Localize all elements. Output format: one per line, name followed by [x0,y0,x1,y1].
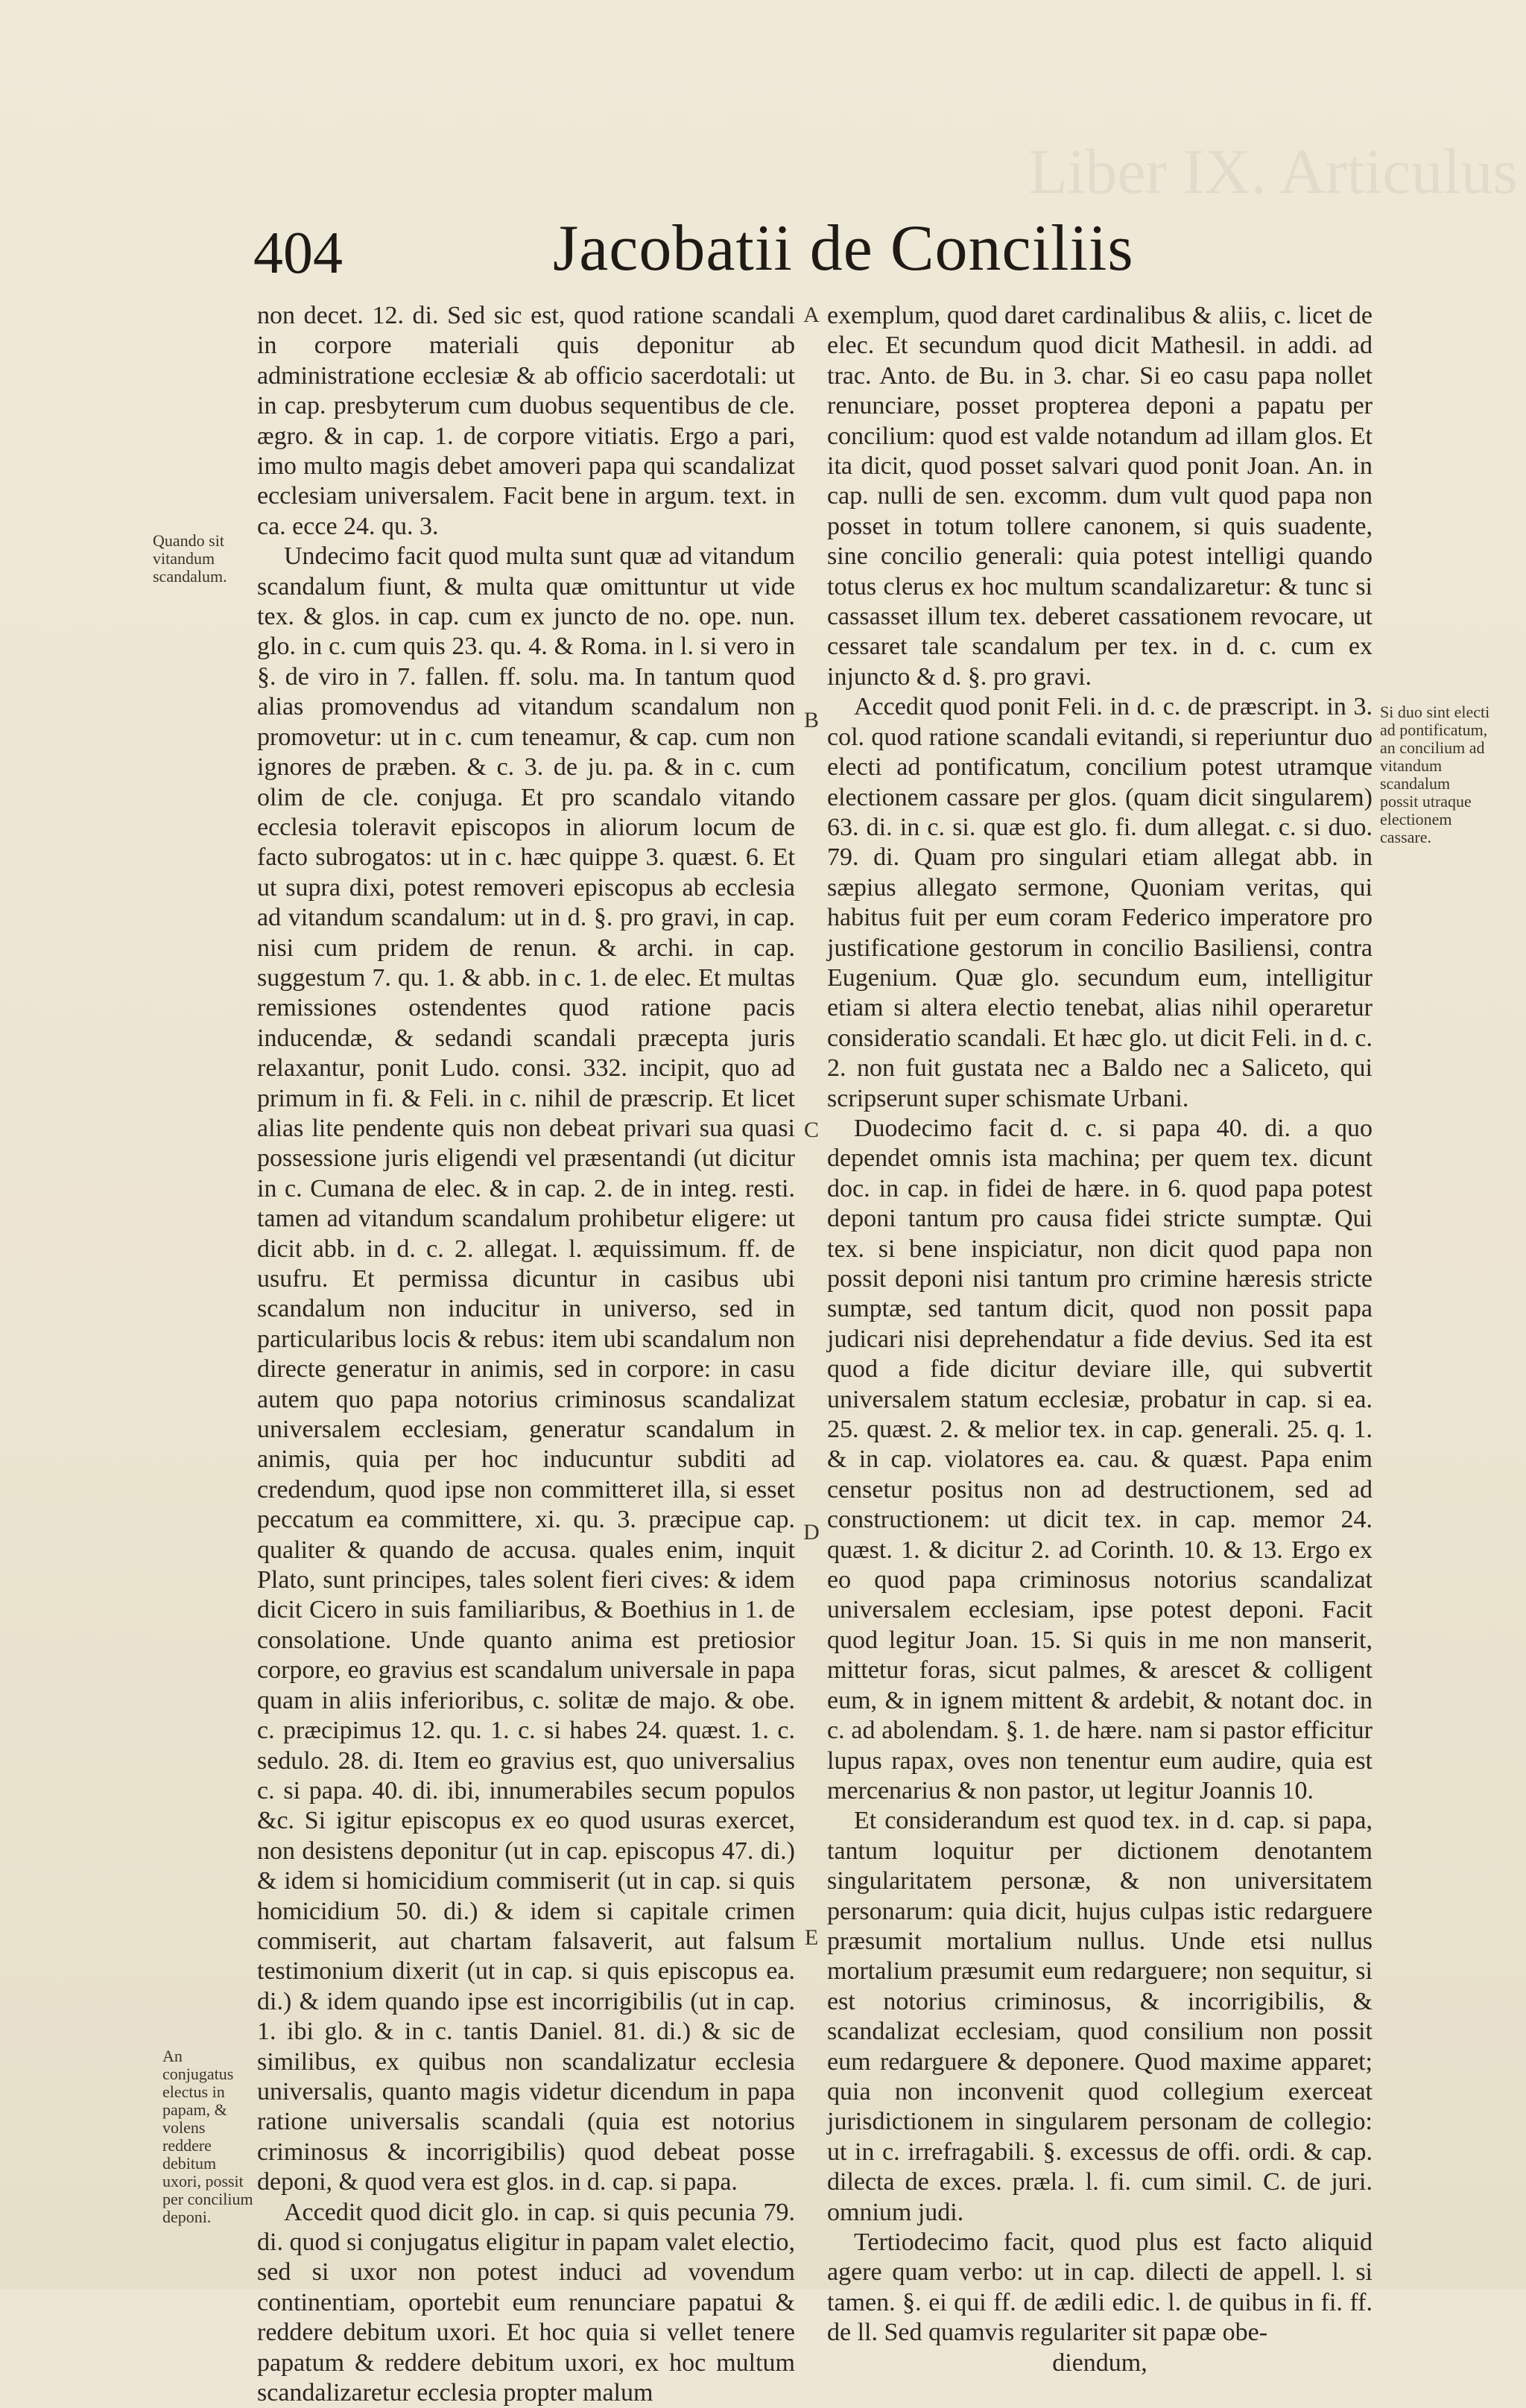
section-mark-e: E [804,1925,819,1950]
section-mark-b: B [803,708,819,732]
running-title: Jacobatii de Conciliis [553,212,1134,285]
section-mark-c: C [803,1118,819,1142]
paragraph: Duodecimo facit d. c. si papa 40. di. a quo dependet omnis ista machina; per quem tex. dicunt doc. in cap. in fidei de hære. in 6. quod papa potest deponi tantum pro causa fidei stricte sumptæ. Qui tex. si bene inspiciatur, non dicit quod papa non possit deponi nisi tantum pro crimine hæresis stricte sumptæ, sed tantum dicit, quod non possit papa judicari nisi deprehendatur a fide devius. Sed ita est quod a fide dicitur deviare ille, qui subvertit universalem statum ecclesiæ, probatur in cap. si ea. 25. quæst. 2. & melior tex. in cap. generali. 25. q. 1. & in cap. violatores ea. cau. & quæst. Papa enim censetur positus non ad destructionem, sed ad constructionem: ut dicit tex. in cap. memor 24. quæst. 1. & dicitur 2. ad Corinth. 10. & 13. Ergo ex eo quod papa criminosus notorius scandalizat universalem ecclesiam, ipse potest deponi. Facit quod legitur Joan. 15. Si quis in me non manserit, mittetur foras, sicut palmes, & arescet & colligent eum, & in ignem mittent & ardebit, & notant doc. in c. ad abolendam. §. 1. de hære. nam si pastor efficitur lupus rapax, oves non tenentur eum audire, quia est mercenarius & non pastor, ut legitur Joannis 10. [827,1114,1373,1805]
paragraph: Et considerandum est quod tex. in d. cap. si papa, tantum loquitur per dictionem denotantem singularitatem personæ, & non universitatem personarum: quia dicit, hujus culpas istic redarguere præsumit mortalium nullus. Unde etsi nullus mortalium præsumit eum redarguere; non sequitur, si est notorius criminosus, & incorrigibilis, & scandalizat ecclesiam, quod consilium non possit eum redarguere & deponere. Quod maxime apparet; quia non inconvenit quod collegium exerceat jurisdictionem in singularem personam de collegio: ut in c. irrefragabili. §. excessus de offi. ordi. & cap. dilecta de exces. præla. l. fi. cum simil. C. de juri. omnium judi. [827,1807,1373,2226]
section-mark-a: A [803,302,820,327]
marginal-note-scandal: Quando sit vitandum scandalum. [153,531,227,586]
left-text-column [257,301,795,2408]
paragraph: Accedit quod dicit glo. in cap. si quis pecunia 79. di. quod si conjugatus eligitur in papam valet electio, sed si uxor non potest induci ad vovendum continentiam, oportebit eum renunciare papatui & reddere debitum uxori. Et hoc quia si vellet tenere papatum & reddere debitum uxori, ex hoc multum scandalizaretur ecclesia propter malum [257,2198,795,2407]
paragraph: Accedit quod ponit Feli. in d. c. de præscript. in 3. col. quod ratione scandali evitandi, si reperiuntur duo electi ad pontificatum, concilium potest utramque electionem cassare per glos. (quam dicit singularem) 63. di. in c. si. quæ est glo. fi. dum allegat. c. si duo. 79. di. Quam pro singulari etiam allegat abb. in sæpius allegato sermone, Quoniam veritas, qui habitus fuit per eum coram Federico imperatore pro justificatione gestorum in concilio Basiliensi, contra Eugenium. Quæ glo. secundum eum, intelligitur etiam si altera electio tenebat, alias nihil operaretur consideratio scandali. Et hæc glo. ut dicit Feli. in d. c. 2. non fuit gustata nec a Baldo nec a Saliceto, qui scripserunt super schismate Urbani. [827,693,1373,1112]
section-mark-d: D [803,1520,820,1544]
paragraph: Undecimo facit quod multa sunt quæ ad vitandum scandalum fiunt, & multa quæ omittuntur ut vide tex. & glos. in cap. cum ex juncto de no. ope. nun. glo. in c. cum quis 23. qu. 4. & Roma. in l. si vero in §. de viro in 7. fallen. ff. solu. ma. In tantum quod alias promovendus ad vitandum scandalum non promovetur: ut in c. cum teneamur, & cap. cum non ignores de præben. & c. 3. de ju. pa. & in c. cum olim de cle. conjuga. Et pro scandalo vitando ecclesia toleravit episcopos in aliorum locum de facto subrogatos: ut in c. hæc quippe 3. quæst. 6. Et ut supra dixi, potest removeri episcopus ab ecclesia ad vitandum scandalum: ut in d. §. pro gravi, in cap. nisi cum pridem de renun. & archi. in cap. suggestum 7. qu. 1. & abb. in c. 1. de elec. Et multas remissiones ostendentes quod ratione pacis inducendæ, & sedandi scandali præcepta juris relaxantur, ponit Ludo. consi. 332. incipit, quo ad primum in fi. & Feli. in c. nihil de præscrip. Et licet alias lite pendente quis non debeat privari sua quasi possessione juris eligendi vel præsentandi (ut dicitur in c. Cumana de elec. & in cap. 2. de in integ. resti. tamen ad vitandum scandalum prohibetur eligere: ut dicit abb. in d. c. 2. allegat. l. æquissimum. ff. de usufru. Et permissa dicuntur in casibus ubi scandalum non inducitur in universo, sed in particularibus locis & rebus: item ubi scandalum non directe generatur in animis, sed in corpore: in casu autem quo papa notorius criminosus scandalizat universalem ecclesiam, generatur scandalum in animis, quia per hoc inducuntur subditi ad credendum, quod ipse non committeret illa, si esset peccatum ea committere, xi. qu. 3. præcipue cap. qualiter & quando de accusa. quales enim, inquit Plato, sunt principes, tales solent fieri cives: & idem dicit Cicero in suis familiaribus, & Boethius in 1. de consolatione. Unde quanto anima est pretiosior corpore, eo gravius est scandalum universale in papa quam in aliis inferioribus, c. solitæ de majo. & obe. c. præcipimus 12. qu. 1. c. si habes 24. quæst. 1. c. sedulo. 28. di. Item eo gravius est, quo universalius c. si papa. 40. di. ibi, innumerabiles secum populos &c. Si igitur episcopus ex eo quod usuras exercet, non desistens deponitur (ut in cap. episcopus 47. di.) & idem si homicidium commiserit (ut in cap. si quis homicidium 50. di.) & idem si capitale crimen commiserit, aut chartam falsaverit, aut falsum testimonium dixerit (ut in cap. si quis episcopus ea. di.) & idem quando ipse est incorrigibilis (ut in cap. 1. ibi glo. & in c. tantis Daniel. 81. di.) & sic de similibus, ex quibus non scandalizatur ecclesia universalis, quanto magis videtur dicendum in papa ratione universalis scandali (quia est notorius criminosus & incorrigibilis) quod debeat posse deponi, & quod vera est glos. in d. cap. si papa. [257,542,795,2196]
paragraph: Tertiodecimo facit, quod plus est facto aliquid agere quam verbo: ut in cap. dilecti de appell. l. si tamen. §. ei qui ff. de ædili edic. l. de quibus in fi. ff. de ll. Sed quamvis regulariter sit papæ obe- [827,2228,1373,2347]
marginal-note-two-elected: Si duo sint electi ad pontificatum, an concilium ad vitandum scandalum possit utraque electionem cassare. [1380,703,1490,846]
bleed-through-text: Liber IX. Articulus [1028,136,1518,207]
paragraph: non decet. 12. di. Sed sic est, quod ratione scandali in corpore materiali quis deponitur ab administratione ecclesiæ & ab officio sacerdotali: ut in cap. presbyterum cum duobus sequentibus de cle. ægro. & in cap. 1. de corpore vitiatis. Ergo a pari, imo multo magis debet amoveri papa qui scandalizat ecclesiam universalem. Facit bene in argum. text. in ca. ecce 24. qu. 3. [257,302,795,540]
catchword: diendum, [1052,2348,1147,2377]
page-number: 404 [253,221,343,286]
marginal-note-married-pope: An conjugatus electus in papam, & volens reddere debitum uxori, possit per concilium deponi. [162,2047,253,2226]
right-text-column [827,301,1373,2378]
paragraph: exemplum, quod daret cardinalibus & aliis, c. licet de elec. Et secundum quod dicit Mathesil. in addi. ad trac. Anto. de Bu. in 3. char. Si eo casu papa nollet renunciare, posset propterea deponi a papatu per concilium: quod est valde notandum ad illam glos. Et ita dicit, quod posset salvari quod ponit Joan. An. in cap. nulli de sen. excomm. dum vult quod papa non posset in totum tollere canonem, si quis suadente, sine concilio generali: quia potest intelligi quando totus clerus ex hoc multum scandalizaretur: & tunc si cassasset illum tex. deberet cassationem revocare, ut cessaret tale scandalum per tex. in d. c. cum ex injuncto & d. §. pro gravi. [827,302,1373,691]
